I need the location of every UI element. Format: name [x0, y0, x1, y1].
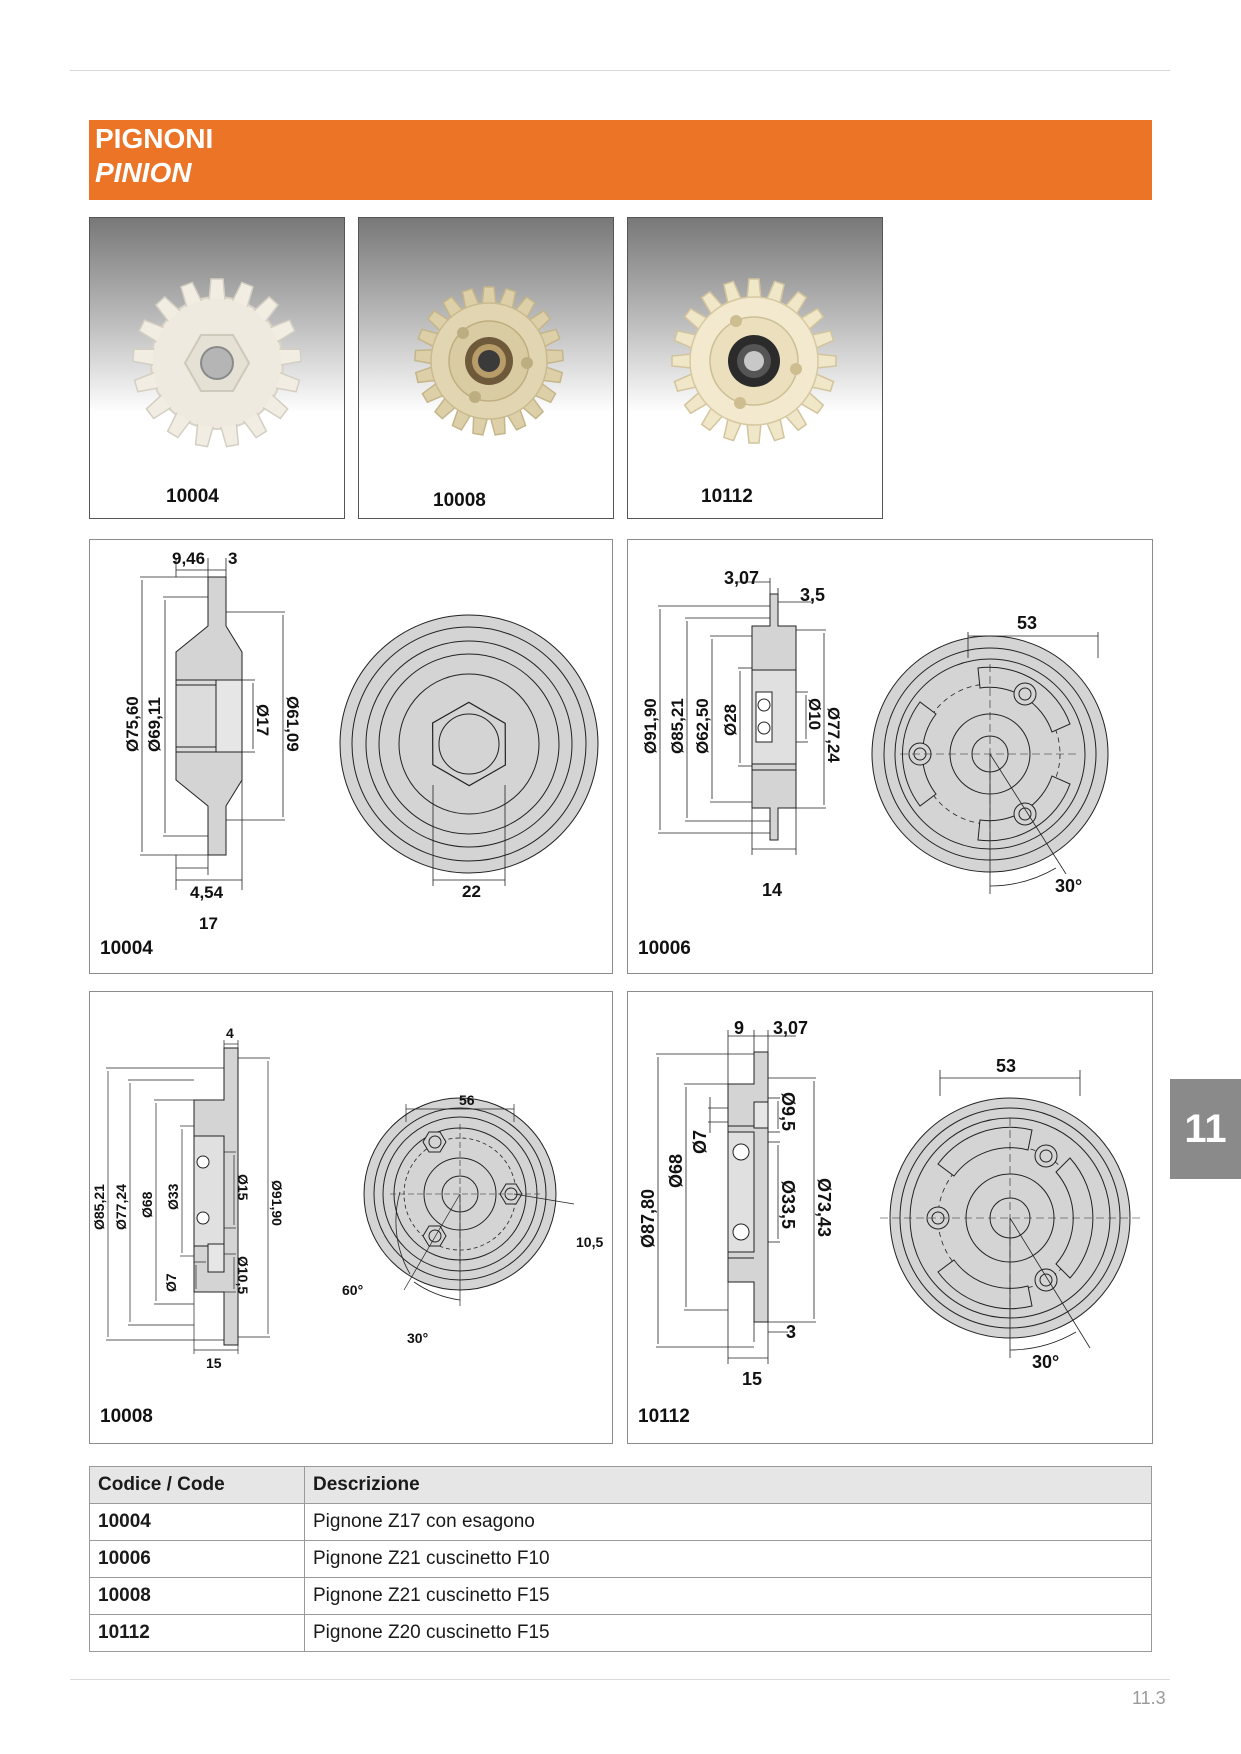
dim-label: 3,07	[773, 1018, 809, 1038]
photo-code: 10004	[166, 486, 219, 507]
dim-label: Ø9,5	[778, 1092, 798, 1132]
dim-label: Ø62,50	[693, 698, 712, 754]
drawing-code: 10008	[100, 1406, 153, 1427]
dim-label: Ø85,21	[91, 1184, 107, 1230]
dim-label: 4	[226, 1025, 234, 1041]
dim-label: 22	[462, 882, 481, 901]
row-code: 10006	[90, 1541, 305, 1578]
dim-label: Ø15	[235, 1174, 251, 1201]
row-description: Pignone Z21 cuscinetto F10	[305, 1541, 1152, 1578]
table-header-row	[90, 1467, 1152, 1504]
row-code: 10004	[90, 1504, 305, 1541]
dim-label: 53	[996, 1056, 1017, 1076]
sprocket-image	[90, 218, 344, 518]
drawing-10008	[89, 991, 613, 1444]
product-table	[89, 1466, 1152, 1652]
product-photo-10112	[627, 217, 883, 519]
table-row	[90, 1578, 1152, 1615]
table-row	[90, 1504, 1152, 1541]
dim-label: Ø73,43	[814, 1178, 834, 1238]
dim-label: Ø10	[805, 698, 824, 731]
section-banner	[89, 120, 1152, 200]
dim-label: Ø75,60	[123, 696, 142, 752]
technical-drawing	[628, 540, 1152, 973]
dim-label: Ø61,09	[283, 696, 302, 752]
dim-label: 30°	[1055, 876, 1083, 896]
drawing-code: 10004	[100, 938, 153, 959]
chapter-tab: 11	[1170, 1079, 1241, 1179]
table-row	[90, 1541, 1152, 1578]
dim-label: 53	[1017, 613, 1038, 633]
dim-label: Ø7	[163, 1273, 179, 1292]
dim-label: Ø33,5	[778, 1180, 798, 1230]
row-code: 10112	[90, 1615, 305, 1652]
column-header-code: Codice / Code	[90, 1467, 305, 1504]
technical-drawing	[628, 992, 1152, 1443]
dim-label: 15	[206, 1355, 222, 1371]
dim-label: 14	[762, 880, 783, 900]
dim-label: Ø17	[253, 704, 272, 737]
photo-code: 10112	[701, 486, 753, 507]
section-title-en: PINION	[95, 157, 192, 188]
dim-label: 60°	[342, 1282, 364, 1298]
dim-label: Ø33	[165, 1183, 181, 1210]
drawing-code: 10006	[638, 938, 691, 959]
dim-label: 30°	[407, 1330, 429, 1346]
dim-label: 3	[228, 549, 238, 568]
dim-label: Ø91,90	[269, 1180, 285, 1226]
drawing-10006	[627, 539, 1153, 974]
column-header-description: Descrizione	[305, 1467, 1152, 1504]
dim-label: Ø87,80	[638, 1188, 658, 1248]
row-code: 10008	[90, 1578, 305, 1615]
drawing-10112	[627, 991, 1153, 1444]
dim-label: Ø77,24	[113, 1184, 129, 1230]
dim-label: Ø77,24	[824, 707, 843, 763]
bottom-rule	[70, 1679, 1170, 1680]
technical-drawing	[90, 992, 612, 1443]
product-photo-10008	[358, 217, 614, 519]
dim-label: Ø68	[666, 1153, 686, 1188]
dim-label: 56	[459, 1092, 475, 1108]
product-photo-10004	[89, 217, 345, 519]
dim-label: Ø68	[139, 1191, 155, 1218]
drawing-code: 10112	[638, 1406, 690, 1427]
top-rule	[70, 70, 1170, 71]
dim-label: 3	[786, 1322, 797, 1342]
row-description: Pignone Z20 cuscinetto F15	[305, 1615, 1152, 1652]
table-row	[90, 1615, 1152, 1652]
drawing-10004	[89, 539, 613, 974]
dim-label: Ø28	[721, 703, 740, 736]
dim-label: Ø85,21	[668, 698, 687, 754]
dim-label: 15	[742, 1369, 763, 1389]
photo-code: 10008	[433, 490, 486, 511]
section-title-it: PIGNONI	[95, 123, 214, 154]
sprocket-image	[359, 218, 613, 518]
dim-label: 30°	[1032, 1352, 1060, 1372]
dim-label: 3,07	[724, 568, 760, 588]
dim-label: 10,5	[576, 1234, 604, 1250]
dim-label: 3,5	[800, 585, 826, 605]
dim-label: 4,54	[190, 883, 224, 902]
row-description: Pignone Z21 cuscinetto F15	[305, 1578, 1152, 1615]
dim-label: 9,46	[172, 549, 206, 568]
technical-drawing	[90, 540, 612, 973]
dim-label: Ø69,11	[145, 697, 164, 752]
dim-label: 9	[734, 1018, 745, 1038]
dim-label: Ø91,90	[641, 698, 660, 754]
dim-label: Ø7	[690, 1129, 710, 1154]
sprocket-image	[628, 218, 882, 518]
dim-label: 17	[199, 914, 218, 933]
page-number: 11.3	[1132, 1688, 1166, 1708]
row-description: Pignone Z17 con esagono	[305, 1504, 1152, 1541]
dim-label: Ø10,5	[235, 1256, 251, 1295]
